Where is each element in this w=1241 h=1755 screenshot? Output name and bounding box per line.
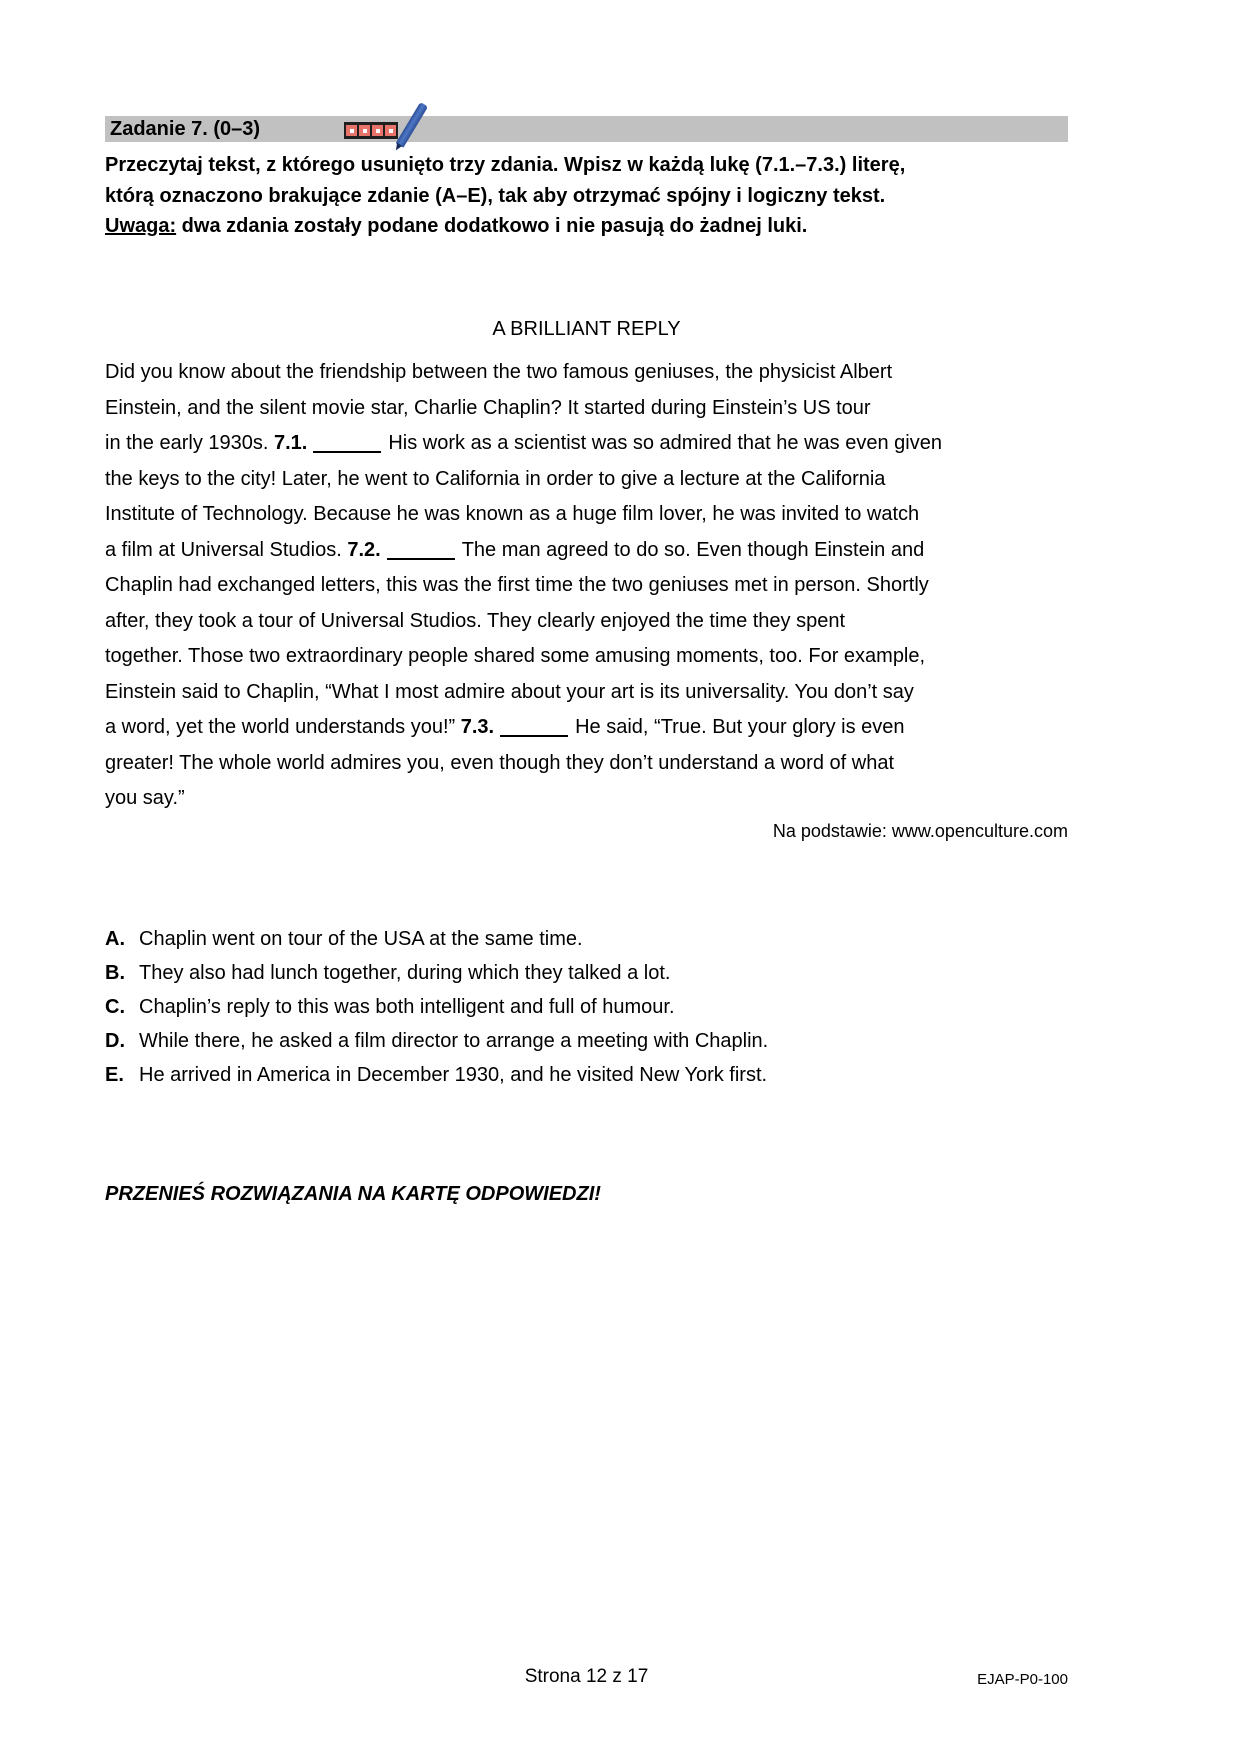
passage-text: in the early 1930s.	[105, 432, 274, 454]
passage-text: Chaplin had exchanged letters, this was the first time the two geniuses met in person. Shortly	[105, 574, 929, 596]
gap-number: 7.1.	[274, 432, 308, 454]
option-text: Chaplin went on tour of the USA at the same time.	[139, 928, 583, 950]
page-number: Strona 12 z 17	[524, 1666, 649, 1687]
passage-text: after, they took a tour of Universal Studios. They clearly enjoyed the time they spent	[105, 609, 846, 632]
note-label: Uwaga:	[105, 215, 177, 237]
option-text: He arrived in America in December 1930, and he visited New York first.	[139, 1064, 768, 1086]
note-text: dwa zdania zostały podane dodatkowo i nie pasują do żadnej luki.	[176, 215, 808, 237]
passage-text: you say.”	[105, 787, 185, 809]
passage-text: Did you know about the friendship between the two famous geniuses, the physicist Albert	[105, 361, 893, 383]
passage-text: together. Those two extraordinary people shared some amusing moments, too. For example,	[105, 645, 926, 667]
passage-line	[105, 639, 1005, 675]
option-row	[105, 1058, 1035, 1092]
pen-icon	[396, 102, 428, 148]
passage-text: Einstein, and the silent movie star, Charlie Chaplin? It started during Einstein’s US tour	[105, 396, 871, 419]
gap-number: 7.3.	[460, 716, 495, 738]
option-text: They also had lunch together, during which they talked a lot.	[139, 962, 671, 984]
options-list	[105, 922, 1035, 1092]
option-row	[105, 990, 1035, 1024]
passage-text: a word, yet the world understands you!”	[105, 716, 461, 738]
option-letter: A.	[105, 928, 125, 950]
option-text: While there, he asked a film director to arrange a meeting with Chaplin.	[139, 1030, 769, 1052]
passage-text: a film at Universal Studios.	[105, 538, 348, 561]
passage-line	[105, 675, 1005, 711]
passage-line	[105, 604, 1005, 640]
option-letter: E.	[105, 1064, 124, 1086]
passage-line	[105, 533, 1005, 569]
passage-text: He said, “True. But your glory is even	[575, 716, 905, 738]
passage-text: Einstein said to Chaplin, “What I most admire about your art is its universality. You don’t say	[105, 680, 914, 703]
passage-lines	[105, 355, 1005, 817]
passage-line	[105, 426, 1005, 462]
option-letter: B.	[105, 962, 125, 984]
option-text: Chaplin’s reply to this was both intelligent and full of humour.	[139, 996, 675, 1018]
option-letter: D.	[105, 1030, 125, 1052]
instruction-note	[105, 211, 985, 242]
passage-text: greater! The whole world admires you, even though they don’t understand a word of what	[105, 751, 894, 774]
passage-line	[105, 710, 1005, 746]
answer-gap	[387, 536, 455, 560]
passage-line	[105, 746, 1005, 782]
option-row	[105, 922, 1035, 956]
passage-text: Institute of Technology. Because he was known as a huge film lover, he was invited to watch	[105, 503, 920, 525]
passage-title: A BRILLIANT REPLY	[492, 318, 681, 340]
instruction-line: Przeczytaj tekst, z którego usunięto trzy zdania. Wpisz w każdą lukę (7.1.–7.3.) literę,	[105, 154, 906, 176]
transfer-answers-note: PRZENIEŚ ROZWIĄZANIA NA KARTĘ ODPOWIEDZI!	[105, 1183, 601, 1205]
answer-box-icon	[385, 125, 396, 136]
answer-box-icon	[372, 125, 383, 136]
passage-text: the keys to the city! Later, he went to California in order to give a lecture at the California	[105, 467, 886, 490]
task-title: Zadanie 7. (0–3)	[110, 118, 261, 140]
task-instructions	[105, 150, 985, 242]
passage-line	[105, 568, 1005, 604]
passage-line	[105, 781, 1005, 817]
passage-line	[105, 391, 1005, 427]
answer-box-icon	[346, 125, 357, 136]
option-letter: C.	[105, 996, 125, 1018]
task-header-bar	[105, 116, 1068, 142]
passage-text: The man agreed to do so. Even though Einstein and	[461, 538, 925, 561]
instruction-line: którą oznaczono brakujące zdanie (A–E), tak aby otrzymać spójny i logiczny tekst.	[105, 184, 886, 207]
answer-gap	[500, 713, 568, 737]
answer-box-icon	[359, 125, 370, 136]
source-credit: Na podstawie: www.openculture.com	[772, 821, 1068, 841]
exam-code: EJAP-P0-100	[977, 1671, 1068, 1688]
answer-boxes-icon	[344, 122, 398, 139]
passage-line	[105, 462, 1005, 498]
option-row	[105, 956, 1035, 990]
passage-line	[105, 355, 1005, 391]
answer-gap	[313, 429, 381, 453]
passage-line	[105, 497, 1005, 533]
passage-text: His work as a scientist was so admired that he was even given	[388, 432, 942, 454]
option-row	[105, 1024, 1035, 1058]
gap-number: 7.2.	[347, 538, 381, 561]
